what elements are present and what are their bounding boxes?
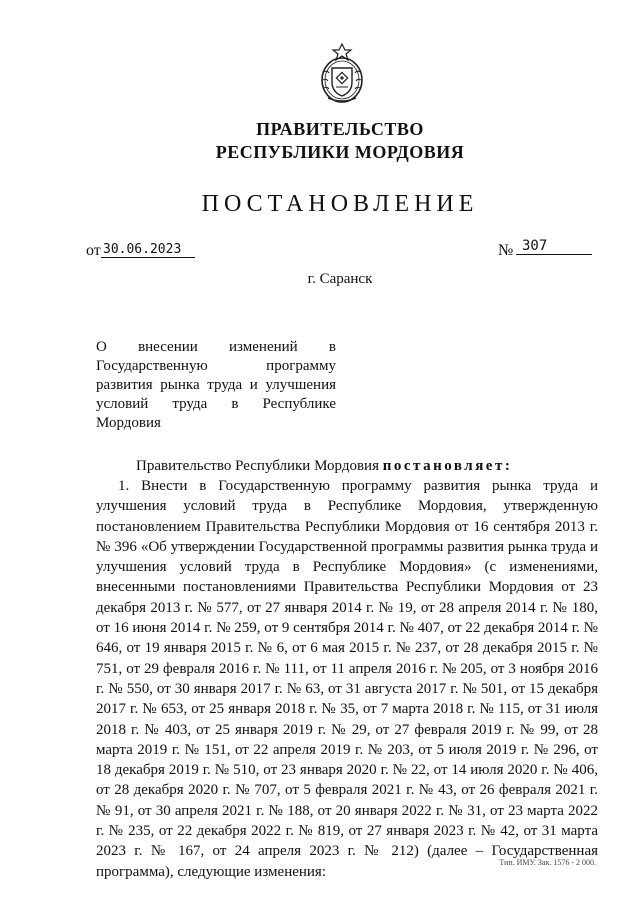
subject-line: развития рынка труда и улучшения <box>96 377 336 393</box>
subject-line: Государственную программу <box>96 358 336 374</box>
body-paragraph-1: 1. Внести в Государственную программу развития рынка труда и улучшения условий труда в Республике Мордовия, утвержденную постановлением Правительства Республики Мордовия от 16 сентября 2013 г. № 396 «Об утверждении Государственной программы развития рынка труда и улучшения условий труда в Республике Мордовия» (с изменениями, внесенными постановлениями Правительства Республики Мордовия от 23 декабря 2013 г. № 577, от 27 января 2014 г. № 19, от 28 апреля 2014 г. № 180, от 16 июня 2014 г. № 259, от 9 сентября 2014 г. № 407, от 22 декабря 2014 г. № 646, от 19 января 2015 г. № 6, от 6 мая 2015 г. № 237, от 28 декабря 2015 г. № 751, от 29 февраля 2016 г. № 111, от 11 апреля 2016 г. № 205, от 3 ноября 2016 г. № 550, от 30 января 2017 г. № 63, от 31 августа 2017 г. № 501, от 15 декабря 2017 г. № 653, от 25 января 2018 г. № 35, от 7 марта 2018 г. № 115, от 31 июля 2018 г. № 403, от 25 января 2019 г. № 29, от 27 февраля 2019 г. № 99, от 28 марта 2019 г. № 151, от 22 апреля 2019 г. № 203, от 5 июля 2019 г. № 296, от 18 декабря 2019 г. № 510, от 23 января 2020 г. № 22, от 14 июля 2020 г. № 406, от 28 декабря 2020 г. № 707, от 5 февраля 2021 г. № 43, от 26 февраля 2021 г. № 91, от 30 апреля 2021 г. № 188, от 20 января 2022 г. № 31, от 23 марта 2022 г. № 235, от 22 декабря 2022 г. № 819, от 27 января 2023 г. № 42, от 31 марта 2023 г. № 167, от 24 апреля 2023 г. № 212) (далее – Государственная программа), следующие изменения: <box>96 478 598 880</box>
coat-of-arms-emblem <box>318 42 366 106</box>
document-subject <box>96 338 336 433</box>
city-of-issue: г. Саранск <box>307 271 373 287</box>
document-number: 307 <box>516 238 592 255</box>
government-title-line2: РЕСПУБЛИКИ МОРДОВИЯ <box>215 142 465 162</box>
intro-verb: постановляет: <box>382 458 513 474</box>
subject-line: Мордовия <box>96 415 161 431</box>
date-prefix: от <box>86 242 101 259</box>
number-prefix: № <box>498 242 514 259</box>
government-title-line1: ПРАВИТЕЛЬСТВО <box>256 119 424 139</box>
intro-paragraph <box>96 456 598 476</box>
document-date: 30.06.2023 <box>101 242 195 258</box>
print-footer: Тип. ИМУ. Зак. 1576 - 2 000. <box>499 858 596 867</box>
subject-line: О внесении изменений в <box>96 339 336 355</box>
subject-line: условий труда в Республике <box>96 396 336 412</box>
document-type-title: ПОСТАНОВЛЕНИЕ <box>201 191 479 217</box>
intro-text: Правительство Республики Мордовия <box>136 458 379 474</box>
